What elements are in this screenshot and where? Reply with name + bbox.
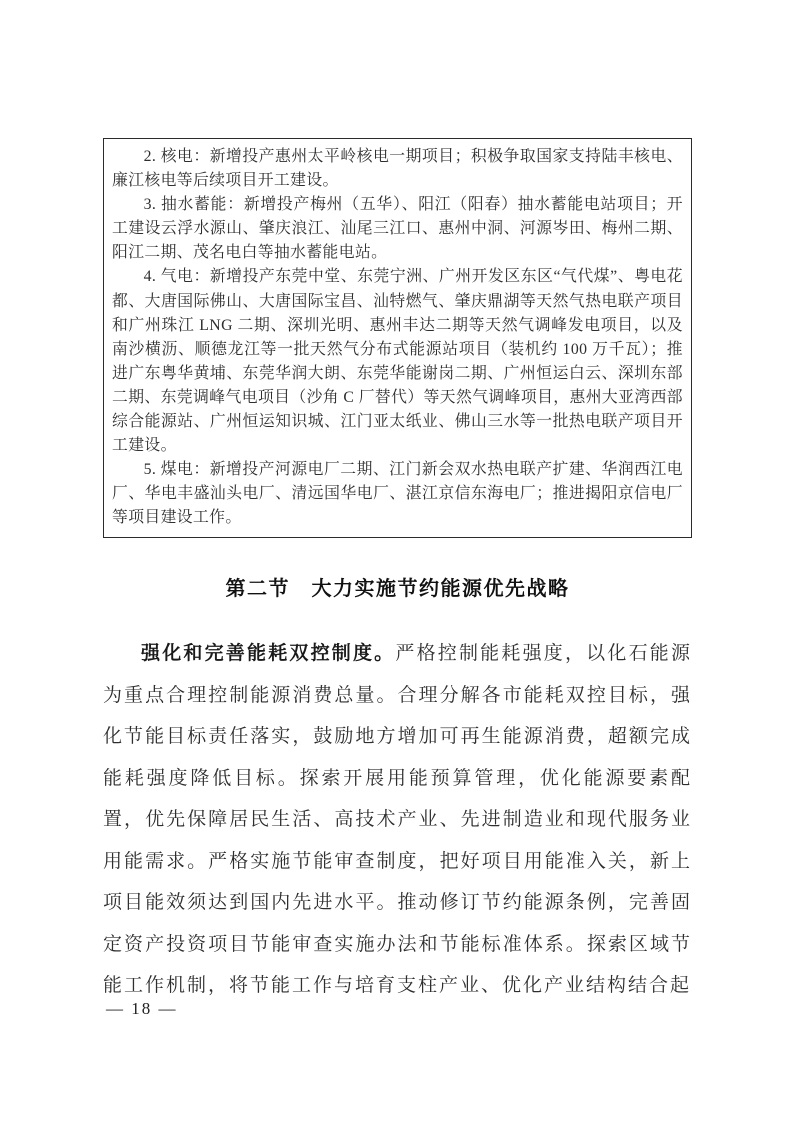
info-box-item-nuclear: 2. 核电：新增投产惠州太平岭核电一期项目；积极争取国家支持陆丰核电、廉江核电等后续项目开工建设。: [112, 148, 683, 190]
body-text: 严格控制能耗强度，以化石能源为重点合理控制能源消费总量。合理分解各市能耗双控目标，强化节能目标责任落实，鼓励地方增加可再生能源消费，超额完成能耗强度降低目标。探索开展用能预算管理，优化能源要素配置，优先保障居民生活、高技术产业、先进制造业和现代服务业用能需求。严格实施节能审查制度，把好项目用能准入关，新上项目能效须达到国内先进水平。推动修订节约能源条例，完善固定资产投资项目节能审查实施办法和节能标准体系。探索区域节能工作机制，将节能工作与培育支柱产业、优化产业结构结合起: [103, 643, 692, 996]
info-box-item-pumped-storage: 3. 抽水蓄能：新增投产梅州（五华）、阳江（阳春）抽水蓄能电站项目；开工建设云浮水源山、肇庆浪江、汕尾三江口、惠州中洞、河源岑田、梅州二期、阳江二期、茂名电白等抽水蓄能电站。: [112, 196, 683, 262]
info-box-item-gas-power: 4. 气电：新增投产东莞中堂、东莞宁洲、广州开发区东区“气代煤”、粤电花都、大唐国际佛山、大唐国际宝昌、汕特燃气、肇庆鼎湖等天然气热电联产项目和广州珠江 LNG 二期、深圳光明、惠州丰达二期等天然气调峰发电项目，以及南沙横沥、顺德龙江等一批天然气分布式能源站项目（装机约 100 万千瓦）；推进广东粤华黄埔、东莞华润大朗、东莞华能谢岗二期、广州恒运白云、深圳东部二期、东莞调峰气电项目（沙角 C 厂替代）等天然气调峰项目，惠州大亚湾西部综合能源站、广州恒运知识城、江门亚太纸业、佛山三水等一批热电联产项目开工建设。: [112, 268, 683, 455]
body-paragraph: [103, 633, 692, 1007]
page-number: — 18 —: [106, 999, 178, 1018]
info-box-item-coal-power: 5. 煤电：新增投产河源电厂二期、江门新会双水热电联产扩建、华润西江电厂、华电丰盛汕头电厂、清远国华电厂、湛江京信东海电厂；推进揭阳京信电厂等项目建设工作。: [112, 461, 683, 527]
info-box: [103, 138, 692, 538]
section-heading: 第二节 大力实施节约能源优先战略: [225, 578, 570, 600]
body-lead-text: 强化和完善能耗双控制度。: [141, 643, 396, 664]
